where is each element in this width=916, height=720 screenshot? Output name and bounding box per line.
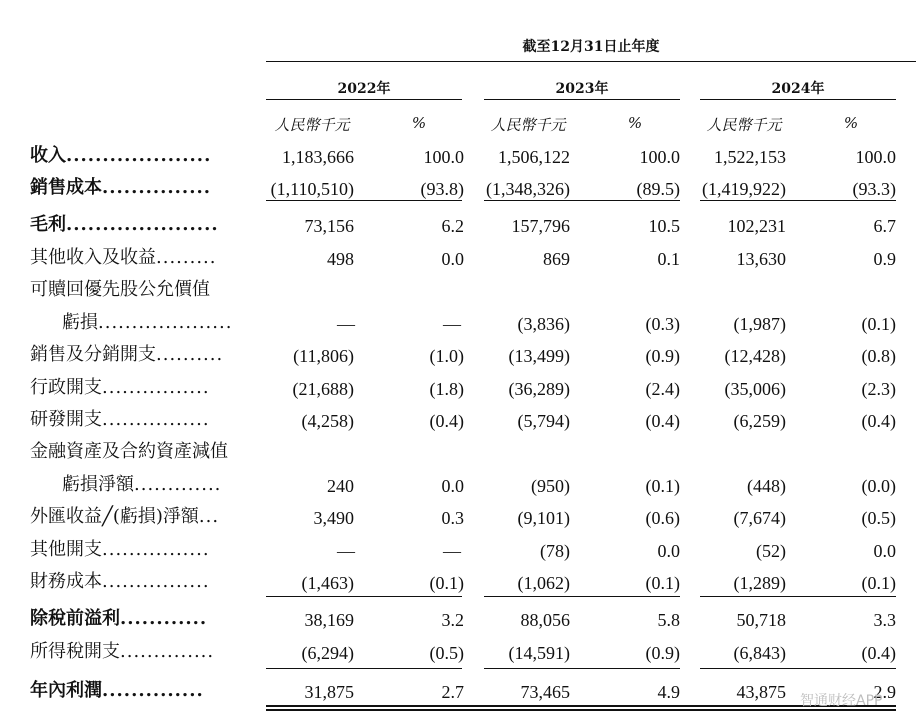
percent-cell: (0.1) xyxy=(645,573,680,593)
col-pct-2022: % xyxy=(411,114,427,132)
percent-cell: 4.9 xyxy=(657,682,680,702)
leader-dots: ................ xyxy=(102,539,210,560)
row-label-text: 銷售成本 xyxy=(30,177,102,198)
percent-cell: (0.9) xyxy=(645,346,680,366)
table-row xyxy=(0,502,916,532)
percent-cell: 2.9 xyxy=(873,682,896,702)
row-label-text: 虧損 xyxy=(62,312,98,333)
row-label-text: 研發開支 xyxy=(30,409,102,430)
percent-cell: 0.0 xyxy=(441,249,464,269)
percent-cell: 0.0 xyxy=(873,541,896,561)
tax-rule-b xyxy=(484,668,680,669)
amount-cell: (3,836) xyxy=(517,314,570,334)
row-label xyxy=(30,639,252,665)
row-label-text: 虧損淨額 xyxy=(62,474,134,495)
table-row xyxy=(0,373,916,403)
col-pct-2024: % xyxy=(843,114,859,132)
amount-cell: 73,156 xyxy=(304,216,354,236)
leader-dots: ................ xyxy=(102,377,210,398)
amount-cell: — xyxy=(337,314,355,334)
amount-cell: (7,674) xyxy=(733,508,786,528)
amount-cell: (1,419,922) xyxy=(702,179,786,199)
percent-cell: (0.1) xyxy=(645,476,680,496)
amount-cell: (36,289) xyxy=(508,379,570,399)
percent-cell: 6.2 xyxy=(441,216,464,236)
amount-cell: 1,506,122 xyxy=(498,147,570,167)
amount-cell: 73,465 xyxy=(520,682,570,702)
leader-dots: ......... xyxy=(156,247,217,268)
subtotal-rule-b xyxy=(484,200,680,201)
percent-cell: 0.9 xyxy=(873,249,896,269)
amount-cell: (1,110,510) xyxy=(270,179,354,199)
percent-cell: 0.0 xyxy=(657,541,680,561)
leader-dots: .......... xyxy=(156,344,224,365)
percent-cell: (0.0) xyxy=(861,476,896,496)
row-label-text: 金融資產及合約資產減值 xyxy=(30,441,228,462)
amount-cell: 102,231 xyxy=(727,216,786,236)
row-label-text: 可贖回優先股公允價值 xyxy=(30,279,210,300)
percent-cell: 10.5 xyxy=(648,216,680,236)
amount-cell: 498 xyxy=(327,249,354,269)
leader-dots: ................ xyxy=(102,409,210,430)
percent-cell: 100.0 xyxy=(423,147,464,167)
percent-cell: 100.0 xyxy=(639,147,680,167)
amount-cell: (5,794) xyxy=(517,411,570,431)
amount-cell: (950) xyxy=(531,476,570,496)
pre-tax-rule-b xyxy=(484,596,680,597)
amount-cell: (13,499) xyxy=(508,346,570,366)
amount-cell: (21,688) xyxy=(292,379,354,399)
percent-cell: (0.4) xyxy=(645,411,680,431)
amount-cell: 31,875 xyxy=(304,682,354,702)
amount-cell: (1,463) xyxy=(301,573,354,593)
tax-rule-a xyxy=(266,668,462,669)
row-label xyxy=(30,277,252,303)
row-label xyxy=(30,678,252,704)
percent-cell: 2.7 xyxy=(441,682,464,702)
amount-cell: 88,056 xyxy=(520,610,570,630)
year-2022: 2022年 xyxy=(337,81,391,97)
row-label-text: 收入 xyxy=(30,145,66,166)
amount-cell: 50,718 xyxy=(736,610,786,630)
row-label xyxy=(30,569,252,595)
table-row xyxy=(0,210,916,240)
amount-cell: (35,006) xyxy=(724,379,786,399)
percent-cell: — xyxy=(443,541,461,561)
percent-cell: (0.3) xyxy=(645,314,680,334)
percent-cell: 0.0 xyxy=(441,476,464,496)
row-label xyxy=(30,245,252,271)
percent-cell: (93.3) xyxy=(852,179,896,199)
percent-cell: (1.0) xyxy=(429,346,464,366)
percent-cell: (0.8) xyxy=(861,346,896,366)
row-label-text: 行政開支 xyxy=(30,377,102,398)
percent-cell: 0.3 xyxy=(441,508,464,528)
leader-dots: .............. xyxy=(120,641,215,662)
percent-cell: (0.5) xyxy=(861,508,896,528)
leader-dots: .................... xyxy=(66,145,212,166)
subtotal-rule-a xyxy=(266,200,462,201)
row-label-text: 外匯收益╱(虧損)淨額 xyxy=(30,506,199,527)
amount-cell: (78) xyxy=(540,541,570,561)
amount-cell: 13,630 xyxy=(736,249,786,269)
row-label xyxy=(30,143,252,169)
percent-cell: (0.4) xyxy=(861,411,896,431)
amount-cell: (11,806) xyxy=(293,346,354,366)
row-label xyxy=(30,537,252,563)
percent-cell: 100.0 xyxy=(855,147,896,167)
amount-cell: — xyxy=(337,541,355,561)
percent-cell: (93.8) xyxy=(420,179,464,199)
table-row xyxy=(0,243,916,273)
row-label xyxy=(30,342,252,368)
amount-cell: 157,796 xyxy=(511,216,570,236)
row-label-text: 財務成本 xyxy=(30,571,102,592)
amount-cell: 3,490 xyxy=(313,508,354,528)
pre-tax-rule-c xyxy=(700,596,896,597)
row-label-text: 所得稅開支 xyxy=(30,641,120,662)
table-row xyxy=(0,567,916,597)
leader-dots: .................... xyxy=(98,312,233,333)
amount-cell: (4,258) xyxy=(301,411,354,431)
row-label xyxy=(62,472,252,498)
year-rule-2022 xyxy=(266,99,462,100)
amount-cell: (1,062) xyxy=(517,573,570,593)
table-row xyxy=(0,141,916,171)
amount-cell: 1,522,153 xyxy=(714,147,786,167)
leader-dots: .............. xyxy=(102,680,204,701)
percent-cell: (89.5) xyxy=(636,179,680,199)
year-rule-2024 xyxy=(700,99,896,100)
table-row xyxy=(0,340,916,370)
percent-cell: (0.1) xyxy=(429,573,464,593)
percent-cell: (2.3) xyxy=(861,379,896,399)
percent-cell: 6.7 xyxy=(873,216,896,236)
row-label xyxy=(30,407,252,433)
row-label xyxy=(30,212,252,238)
amount-cell: 869 xyxy=(543,249,570,269)
row-label xyxy=(30,504,252,530)
percent-cell: (0.9) xyxy=(645,643,680,663)
row-label xyxy=(30,439,252,465)
percent-cell: (0.4) xyxy=(861,643,896,663)
amount-cell: (1,289) xyxy=(733,573,786,593)
table-row xyxy=(0,405,916,435)
percent-cell: 0.1 xyxy=(657,249,680,269)
leader-dots: ............ xyxy=(120,608,208,629)
amount-cell: (9,101) xyxy=(517,508,570,528)
row-label-text: 毛利 xyxy=(30,214,66,235)
percent-cell: (0.1) xyxy=(861,314,896,334)
amount-cell: (448) xyxy=(747,476,786,496)
amount-cell: (6,843) xyxy=(733,643,786,663)
tax-rule-c xyxy=(700,668,896,669)
percent-cell: (0.1) xyxy=(861,573,896,593)
row-label-text: 其他開支 xyxy=(30,539,102,560)
row-label xyxy=(62,310,252,336)
table-row xyxy=(0,604,916,634)
table-row xyxy=(0,637,916,667)
year-rule-2023 xyxy=(484,99,680,100)
period-title: 截至12月31日止年度 xyxy=(522,39,660,55)
leader-dots: ............. xyxy=(134,474,222,495)
col-amount-2024: 人民幣千元 xyxy=(706,116,782,134)
table-row xyxy=(0,173,916,203)
subtotal-rule-c xyxy=(700,200,896,201)
amount-cell: (52) xyxy=(756,541,786,561)
amount-cell: (12,428) xyxy=(724,346,786,366)
table-row xyxy=(0,676,916,706)
row-label-text: 銷售及分銷開支 xyxy=(30,344,156,365)
row-label xyxy=(30,175,252,201)
amount-cell: 1,183,666 xyxy=(282,147,354,167)
col-amount-2023: 人民幣千元 xyxy=(490,116,566,134)
percent-cell: 3.3 xyxy=(873,610,896,630)
percent-cell: — xyxy=(443,314,461,334)
percent-cell: (2.4) xyxy=(645,379,680,399)
row-label-text: 年內利潤 xyxy=(30,680,102,701)
amount-cell: 240 xyxy=(327,476,354,496)
percent-cell: (0.4) xyxy=(429,411,464,431)
percent-cell: 3.2 xyxy=(441,610,464,630)
table-row xyxy=(0,275,916,305)
table-row xyxy=(0,470,916,500)
table-row xyxy=(0,535,916,565)
row-label xyxy=(30,375,252,401)
row-label-text: 其他收入及收益 xyxy=(30,247,156,268)
leader-dots: ............... xyxy=(102,177,211,198)
col-amount-2022: 人民幣千元 xyxy=(274,116,350,134)
period-rule xyxy=(266,61,916,62)
amount-cell: (1,987) xyxy=(733,314,786,334)
watermark: 智通财经APP xyxy=(800,693,883,709)
amount-cell: (1,348,326) xyxy=(486,179,570,199)
year-2023: 2023年 xyxy=(555,81,609,97)
col-pct-2023: % xyxy=(627,114,643,132)
amount-cell: 38,169 xyxy=(304,610,354,630)
amount-cell: (6,294) xyxy=(301,643,354,663)
percent-cell: (0.5) xyxy=(429,643,464,663)
row-label xyxy=(30,606,252,632)
row-label-text: 除稅前溢利 xyxy=(30,608,120,629)
amount-cell: (6,259) xyxy=(733,411,786,431)
year-2024: 2024年 xyxy=(771,81,825,97)
amount-cell: 43,875 xyxy=(736,682,786,702)
table-row xyxy=(0,308,916,338)
amount-cell: (14,591) xyxy=(508,643,570,663)
percent-cell: (1.8) xyxy=(429,379,464,399)
pre-tax-rule-a xyxy=(266,596,462,597)
percent-cell: 5.8 xyxy=(657,610,680,630)
leader-dots: ... xyxy=(198,506,220,527)
leader-dots: ..................... xyxy=(66,214,219,235)
leader-dots: ................ xyxy=(102,571,210,592)
percent-cell: (0.6) xyxy=(645,508,680,528)
table-row xyxy=(0,437,916,467)
